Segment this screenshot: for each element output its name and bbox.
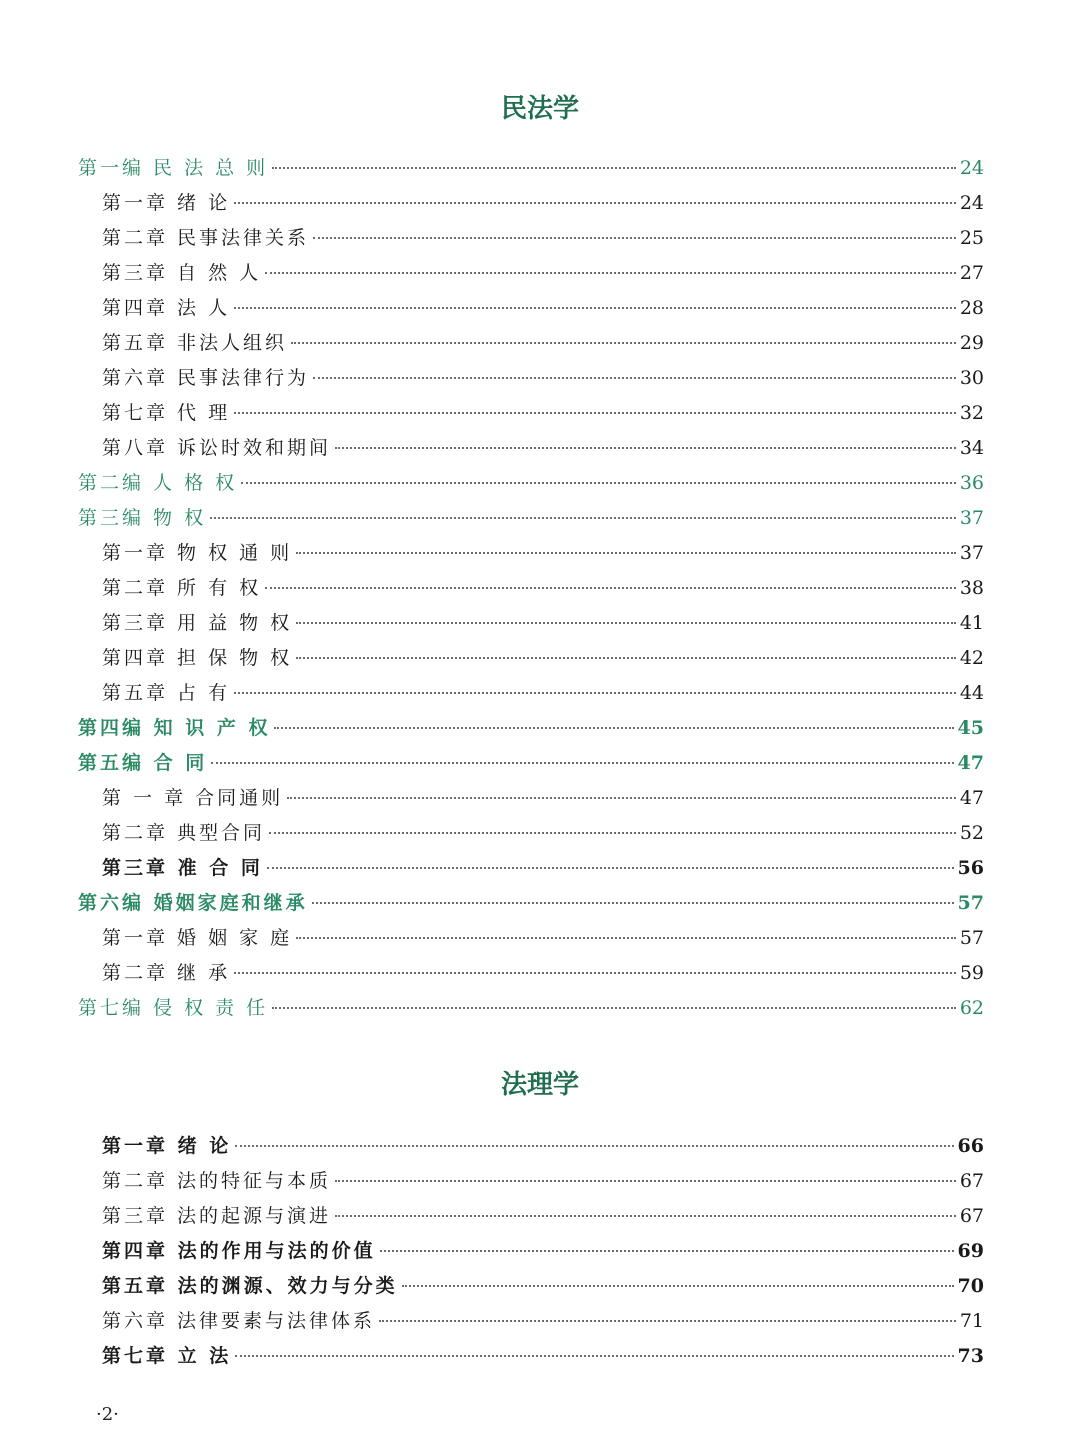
toc-entry-label: 第四章 法的作用与法的价值: [102, 1240, 376, 1262]
section-title-jurisprudence: 法理学: [500, 1070, 579, 1100]
dot-leader: [211, 762, 953, 764]
toc-entry-label: 第三章 法的起源与演进: [102, 1205, 332, 1227]
toc-chapter: [78, 401, 984, 436]
dot-leader: [234, 692, 956, 694]
toc-entry-label: 第一章 绪 论: [102, 1135, 232, 1157]
toc-entry-page: 71: [959, 1310, 984, 1332]
dot-leader: [272, 167, 956, 169]
toc-entry-page: 44: [959, 682, 984, 704]
dot-leader: [265, 587, 956, 589]
toc-entry-label: 第六编 婚姻家庭和继承: [78, 892, 308, 914]
toc-entry-label: 第三编 物 权: [78, 507, 207, 529]
toc-entry-label: 第 一 章 合同通则: [102, 787, 284, 809]
toc-part: [78, 996, 984, 1031]
toc-entry-page: 67: [959, 1205, 984, 1227]
toc-chapter: [78, 1204, 984, 1239]
toc-entry-label: 第二章 典型合同: [102, 822, 266, 844]
toc-chapter: [78, 681, 984, 716]
dot-leader: [287, 797, 956, 799]
toc-chapter: [78, 331, 984, 366]
toc-entry-label: 第二章 所 有 权: [102, 577, 262, 599]
toc-entry-page: 73: [957, 1345, 984, 1367]
toc-entry-page: 24: [959, 192, 984, 214]
toc-entry-label: 第八章 诉讼时效和期间: [102, 437, 332, 459]
dot-leader: [234, 307, 956, 309]
dot-leader: [267, 867, 954, 869]
toc-part: [78, 506, 984, 541]
toc-entry-page: 66: [957, 1135, 984, 1157]
toc-entry-page: 62: [959, 997, 984, 1019]
toc-chapter: [78, 611, 984, 646]
toc-chapter: [78, 296, 984, 331]
toc-chapter: [78, 541, 984, 576]
dot-leader: [265, 272, 956, 274]
dot-leader: [272, 1007, 956, 1009]
toc-entry-page: 59: [959, 962, 984, 984]
toc-part: [78, 891, 984, 926]
toc-entry-page: 24: [959, 157, 984, 179]
toc-chapter: [78, 1309, 984, 1344]
toc-chapter: [78, 1169, 984, 1204]
toc-entry-page: 52: [959, 822, 984, 844]
toc-chapter: [78, 366, 984, 401]
dot-leader: [379, 1320, 956, 1322]
toc-part: [78, 471, 984, 506]
toc-chapter: [78, 436, 984, 471]
dot-leader: [234, 972, 956, 974]
dot-leader: [235, 1145, 953, 1147]
toc-entry-label: 第一编 民 法 总 则: [78, 157, 269, 179]
dot-leader: [296, 937, 956, 939]
toc-entry-label: 第六章 民事法律行为: [102, 367, 310, 389]
toc-entry-label: 第五编 合 同: [78, 752, 208, 774]
toc-entry-page: 37: [959, 507, 984, 529]
dot-leader: [402, 1285, 954, 1287]
toc-chapter: [78, 1134, 984, 1169]
toc-chapter: [78, 786, 984, 821]
toc-entry-label: 第二章 民事法律关系: [102, 227, 310, 249]
toc-chapter: [78, 1344, 984, 1379]
dot-leader: [313, 237, 956, 239]
toc-entry-page: 56: [957, 857, 984, 879]
toc-entry-page: 27: [959, 262, 984, 284]
toc-entry-page: 57: [957, 892, 984, 914]
toc-part: [78, 716, 984, 751]
dot-leader: [234, 412, 956, 414]
toc-entry-label: 第七章 代 理: [102, 402, 231, 424]
toc-chapter: [78, 1239, 984, 1274]
toc-entry-label: 第三章 自 然 人: [102, 262, 262, 284]
page-number: ·2·: [96, 1404, 119, 1425]
toc-entry-page: 32: [959, 402, 984, 424]
toc-entry-page: 69: [957, 1240, 984, 1262]
toc-entry-label: 第五章 占 有: [102, 682, 231, 704]
toc-entry-label: 第六章 法律要素与法律体系: [102, 1310, 376, 1332]
toc-entry-label: 第一章 婚 姻 家 庭: [102, 927, 293, 949]
toc-entry-label: 第四章 担 保 物 权: [102, 647, 293, 669]
dot-leader: [274, 727, 953, 729]
toc-entry-page: 42: [959, 647, 984, 669]
toc-chapter: [78, 261, 984, 296]
toc-entry-label: 第四章 法 人: [102, 297, 231, 319]
dot-leader: [269, 832, 956, 834]
dot-leader: [335, 1180, 956, 1182]
toc-entry-page: 37: [959, 542, 984, 564]
dot-leader: [241, 482, 956, 484]
toc-entry-page: 45: [957, 717, 984, 739]
toc-entry-label: 第七章 立 法: [102, 1345, 232, 1367]
toc-entry-page: 30: [959, 367, 984, 389]
toc-chapter: [78, 856, 984, 891]
toc-entry-label: 第五章 法的渊源、效力与分类: [102, 1275, 398, 1297]
dot-leader: [380, 1250, 954, 1252]
toc-entry-page: 47: [959, 787, 984, 809]
toc-entry-page: 36: [959, 472, 984, 494]
dot-leader: [296, 622, 956, 624]
toc-chapter: [78, 1274, 984, 1309]
toc-entry-page: 41: [959, 612, 984, 634]
toc-chapter: [78, 646, 984, 681]
toc-entry-page: 25: [959, 227, 984, 249]
dot-leader: [210, 517, 956, 519]
toc-entry-page: 38: [959, 577, 984, 599]
toc-entry-page: 29: [959, 332, 984, 354]
toc-entry-label: 第一章 物 权 通 则: [102, 542, 293, 564]
toc-part: [78, 156, 984, 191]
toc-entry-label: 第二章 法的特征与本质: [102, 1170, 332, 1192]
toc-jurisprudence: [78, 1134, 984, 1379]
toc-chapter: [78, 926, 984, 961]
toc-chapter: [78, 226, 984, 261]
dot-leader: [296, 657, 956, 659]
toc-entry-label: 第五章 非法人组织: [102, 332, 288, 354]
dot-leader: [335, 447, 956, 449]
toc-civil-law: [78, 156, 984, 1031]
toc-entry-page: 47: [957, 752, 984, 774]
toc-entry-label: 第二编 人 格 权: [78, 472, 238, 494]
toc-entry-label: 第七编 侵 权 责 任: [78, 997, 269, 1019]
toc-entry-label: 第二章 继 承: [102, 962, 231, 984]
dot-leader: [234, 202, 956, 204]
toc-entry-label: 第四编 知 识 产 权: [78, 717, 271, 739]
toc-part: [78, 751, 984, 786]
toc-entry-page: 34: [959, 437, 984, 459]
toc-chapter: [78, 191, 984, 226]
toc-entry-label: 第三章 准 合 同: [102, 857, 263, 879]
dot-leader: [313, 377, 956, 379]
dot-leader: [312, 902, 954, 904]
dot-leader: [296, 552, 956, 554]
toc-chapter: [78, 821, 984, 856]
toc-chapter: [78, 576, 984, 611]
dot-leader: [291, 342, 956, 344]
section-title-civil-law: 民法学: [500, 94, 579, 124]
toc-entry-label: 第一章 绪 论: [102, 192, 231, 214]
dot-leader: [235, 1355, 953, 1357]
toc-entry-page: 70: [957, 1275, 984, 1297]
dot-leader: [335, 1215, 956, 1217]
toc-chapter: [78, 961, 984, 996]
toc-entry-label: 第三章 用 益 物 权: [102, 612, 293, 634]
toc-entry-page: 67: [959, 1170, 984, 1192]
toc-entry-page: 57: [959, 927, 984, 949]
toc-entry-page: 28: [959, 297, 984, 319]
